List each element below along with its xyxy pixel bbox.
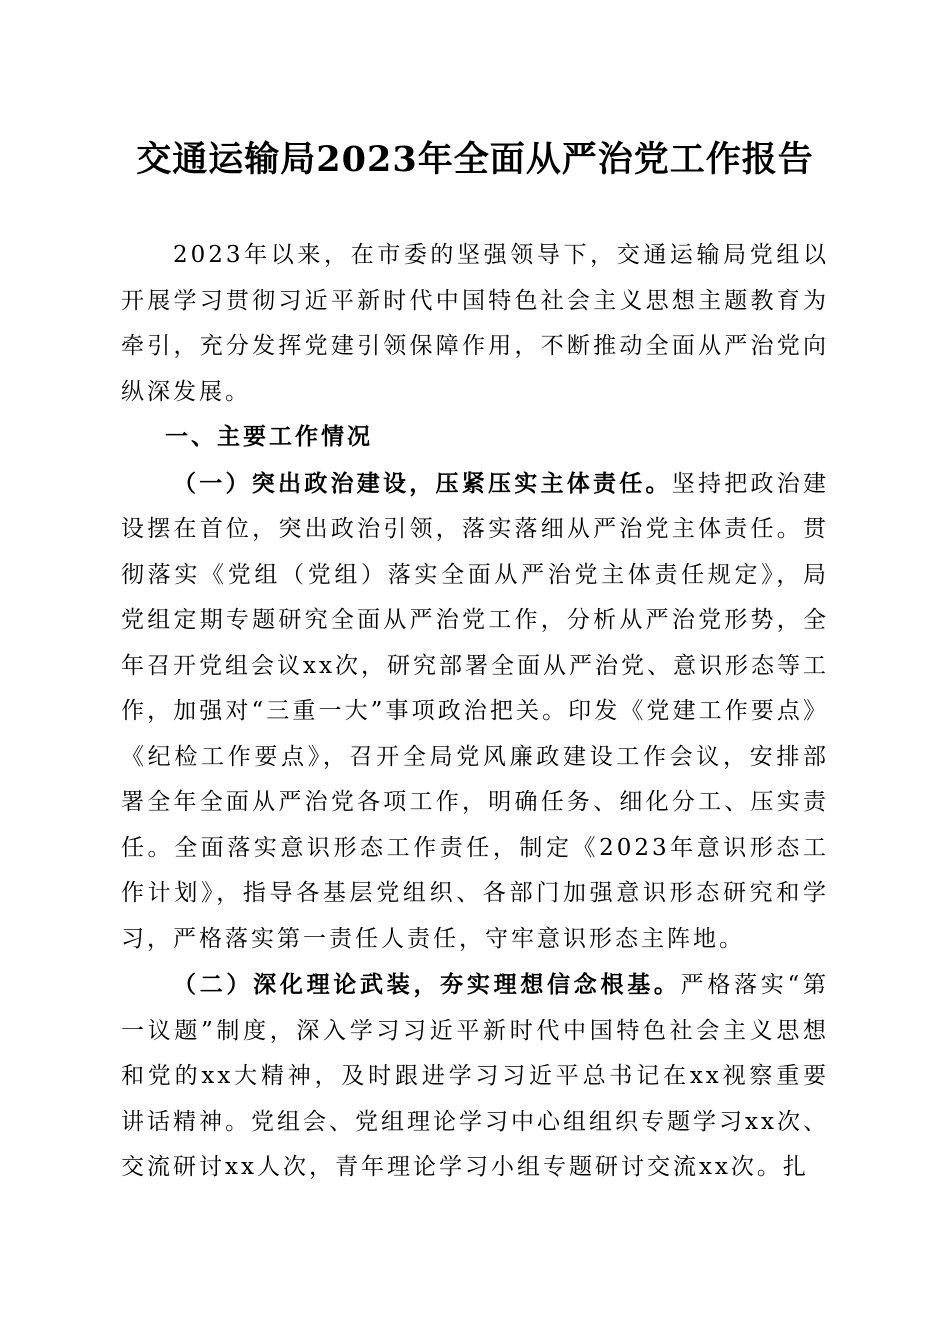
paragraph-body-text: 坚持把政治建设摆在首位，突出政治引领，落实落细从严治党主体责任。贯彻落实《党组（党组）落实全面从严治党主体责任规定》，局党组定期专题研究全面从严治党工作，分析从严治党形势，全年召开党组会议xx次，研究部署全面从严治党、意识形态等工作，加强对“三重一大”事项政治把关。印发《党建工作要点》《纪检工作要点》，召开全局党风廉政建设工作会议，安排部署全年全面从严治党各项工作，明确任务、细化分工、压实责任。全面落实意识形态工作责任，制定《2023年意识形态工作计划》，指导各基层党组织、各部门加强意识形态研究和学习，严格落实第一责任人责任，守牢意识形态主阵地。	[121, 470, 829, 952]
paragraph-theory-study	[121, 962, 829, 1191]
section-heading-main-work: 一、主要工作情况	[165, 424, 373, 450]
document-body	[121, 233, 829, 1191]
intro-paragraph: 2023年以来，在市委的坚强领导下，交通运输局党组以开展学习贯彻习近平新时代中国特色社会主义思想主题教育为牵引，充分发挥党建引领保障作用，不断推动全面从严治党向纵深发展。	[121, 242, 829, 405]
document-title: 交通运输局2023年全面从严治党工作报告	[136, 139, 814, 180]
paragraph-political-construction	[121, 461, 829, 963]
paragraph-lead-heading: （一）突出政治建设，压紧压实主体责任。	[173, 469, 672, 497]
paragraph-body-text: 严格落实“第一议题”制度，深入学习习近平新时代中国特色社会主义思想和党的xx大精神，及时跟进学习习近平总书记在xx视察重要讲话精神。党组会、党组理论学习中心组组织专题学习xx次、交流研讨xx人次，青年理论学习小组专题研讨交流xx次。扎	[121, 972, 830, 1180]
paragraph-lead-heading: （二）深化理论武装，夯实理想信念根基。	[173, 971, 681, 998]
